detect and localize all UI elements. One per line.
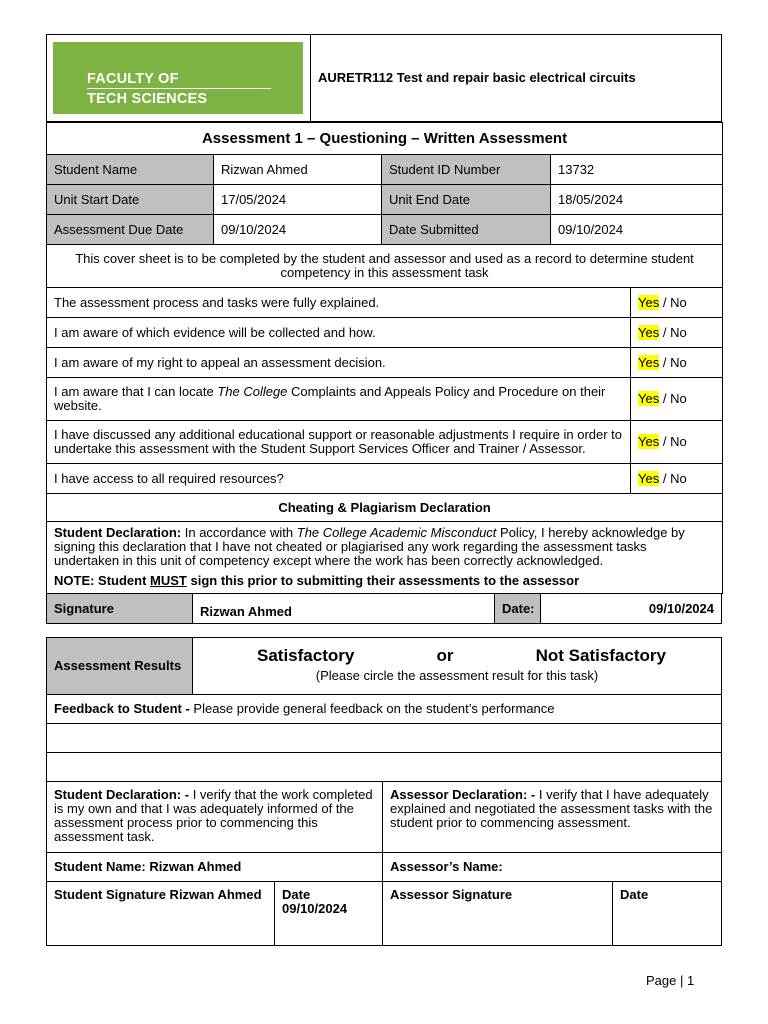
logo-line-1: FACULTY OF <box>87 71 179 87</box>
student-id-value: 13732 <box>551 155 723 185</box>
assessment-title: Assessment 1 – Questioning – Written Assessment <box>47 123 723 155</box>
faculty-logo <box>53 42 303 114</box>
student-date-value: 09/10/2024 <box>282 901 348 916</box>
check-item: I have discussed any additional educational support or reasonable adjustments I require in order to undertake this assessment with the Student Support Services Officer and Trainer / Assessor. <box>47 421 631 464</box>
due-date-label: Assessment Due Date <box>47 215 214 245</box>
student-id-label: Student ID Number <box>382 155 551 185</box>
yes-label: Yes <box>638 354 660 370</box>
unit-end-value: 18/05/2024 <box>551 185 723 215</box>
no-label: / No <box>662 324 687 340</box>
yes-label: Yes <box>638 294 660 310</box>
assessor-verification-text: I verify that I have adequately explained and negotiated the assessment tasks with the student prior to commencing assessment. <box>390 787 713 830</box>
results-table <box>46 637 722 946</box>
note-must: MUST <box>150 573 187 588</box>
check-item <box>47 378 631 421</box>
note-post: sign this prior to submitting their assessments to the assessor <box>186 573 580 588</box>
student-verification-text: I verify that the work completed is my own and that I was adequately informed of the assessment process prior to commencing this assessment task. <box>54 787 373 844</box>
date-submitted-label: Date Submitted <box>382 215 551 245</box>
yes-label: Yes <box>638 434 660 449</box>
student-verification-label: Student Declaration: - <box>54 787 190 802</box>
yes-label: Yes <box>638 324 660 340</box>
signature-table <box>46 593 722 624</box>
feedback-label: Feedback to Student - <box>54 701 190 716</box>
results-instruction: (Please circle the assessment result for this task) <box>315 668 599 683</box>
assessor-date-label[interactable]: Date <box>613 882 722 946</box>
assessment-results-label: Assessment Results <box>47 638 193 695</box>
check-text-post: Complaints and Appeals Policy and Procedure on their website. <box>54 384 606 413</box>
declaration-post: Policy, I hereby acknowledge by signing this declaration that I have not cheated or plagiarised any work regarding the assessment tasks undertaken in this unit of competency except where the work has been correctly acknowledged. <box>54 525 685 568</box>
feedback-line-1[interactable] <box>47 724 722 753</box>
satisfactory-option[interactable]: Satisfactory <box>257 646 355 665</box>
student-date-cell <box>275 882 383 946</box>
no-label: / No <box>662 294 687 310</box>
unit-start-value: 17/05/2024 <box>214 185 382 215</box>
signature-date-label: Date: <box>495 594 541 624</box>
signature-value[interactable]: Rizwan Ahmed <box>193 594 495 624</box>
signature-date-value[interactable]: 09/10/2024 <box>541 594 722 624</box>
header-table <box>46 34 722 122</box>
assessor-signature-label[interactable]: Assessor Signature <box>383 882 613 946</box>
unit-end-label: Unit End Date <box>382 185 551 215</box>
or-text: or <box>436 646 454 665</box>
student-name-value: Rizwan Ahmed <box>214 155 382 185</box>
date-submitted-value: 09/10/2024 <box>551 215 723 245</box>
feedback-line-2[interactable] <box>47 753 722 782</box>
feedback-row <box>47 695 722 724</box>
student-name-line: Student Name: Rizwan Ahmed <box>47 853 383 882</box>
check-text-pre: I am aware that I can locate <box>54 384 218 399</box>
assessor-verification-label: Assessor Declaration: - <box>390 787 536 802</box>
check-item: I am aware of my right to appeal an assessment decision. <box>47 348 631 378</box>
no-label: / No <box>662 434 687 449</box>
no-label: / No <box>662 470 687 486</box>
check-item: The assessment process and tasks were fully explained. <box>47 288 631 318</box>
check-text-em: The College <box>217 384 288 399</box>
no-label: / No <box>662 391 687 406</box>
logo-cell <box>47 35 311 122</box>
note-pre: NOTE: Student <box>54 573 151 588</box>
page-number: Page | 1 <box>646 973 695 988</box>
signature-label: Signature <box>47 594 193 624</box>
feedback-text: Please provide general feedback on the student’s performance <box>189 701 555 716</box>
assessor-verification <box>383 782 722 853</box>
yes-label: Yes <box>638 391 660 406</box>
due-date-value: 09/10/2024 <box>214 215 382 245</box>
student-date-label: Date <box>282 887 311 902</box>
check-item: I have access to all required resources? <box>47 464 631 494</box>
unit-start-label: Unit Start Date <box>47 185 214 215</box>
student-verification <box>47 782 383 853</box>
student-name-label: Student Name <box>47 155 214 185</box>
declaration-policy: The College Academic Misconduct <box>296 525 497 540</box>
declaration-label: Student Declaration: <box>54 525 182 540</box>
assessor-name-label[interactable]: Assessor’s Name: <box>383 853 722 882</box>
yes-no-option[interactable] <box>631 464 723 494</box>
plagiarism-heading: Cheating & Plagiarism Declaration <box>47 494 723 522</box>
yes-no-option[interactable] <box>631 421 723 464</box>
declaration-pre: In accordance with <box>181 525 297 540</box>
yes-no-option[interactable] <box>631 348 723 378</box>
not-satisfactory-option[interactable]: Not Satisfactory <box>535 646 666 665</box>
assessment-table <box>46 122 723 594</box>
yes-label: Yes <box>638 470 660 486</box>
yes-no-option[interactable] <box>631 288 723 318</box>
yes-no-option[interactable] <box>631 378 723 421</box>
check-item: I am aware of which evidence will be collected and how. <box>47 318 631 348</box>
student-signature-line: Student Signature Rizwan Ahmed <box>47 882 275 946</box>
logo-rule <box>87 88 271 89</box>
no-label: / No <box>662 354 687 370</box>
unit-title: AURETR112 Test and repair basic electrical circuits <box>311 35 722 122</box>
logo-line-2: TECH SCIENCES <box>87 91 208 107</box>
results-options <box>193 638 722 695</box>
cover-note: This cover sheet is to be completed by the student and assessor and used as a record to determine student competency in this assessment task <box>47 245 723 288</box>
yes-no-option[interactable] <box>631 318 723 348</box>
student-declaration <box>47 522 723 594</box>
